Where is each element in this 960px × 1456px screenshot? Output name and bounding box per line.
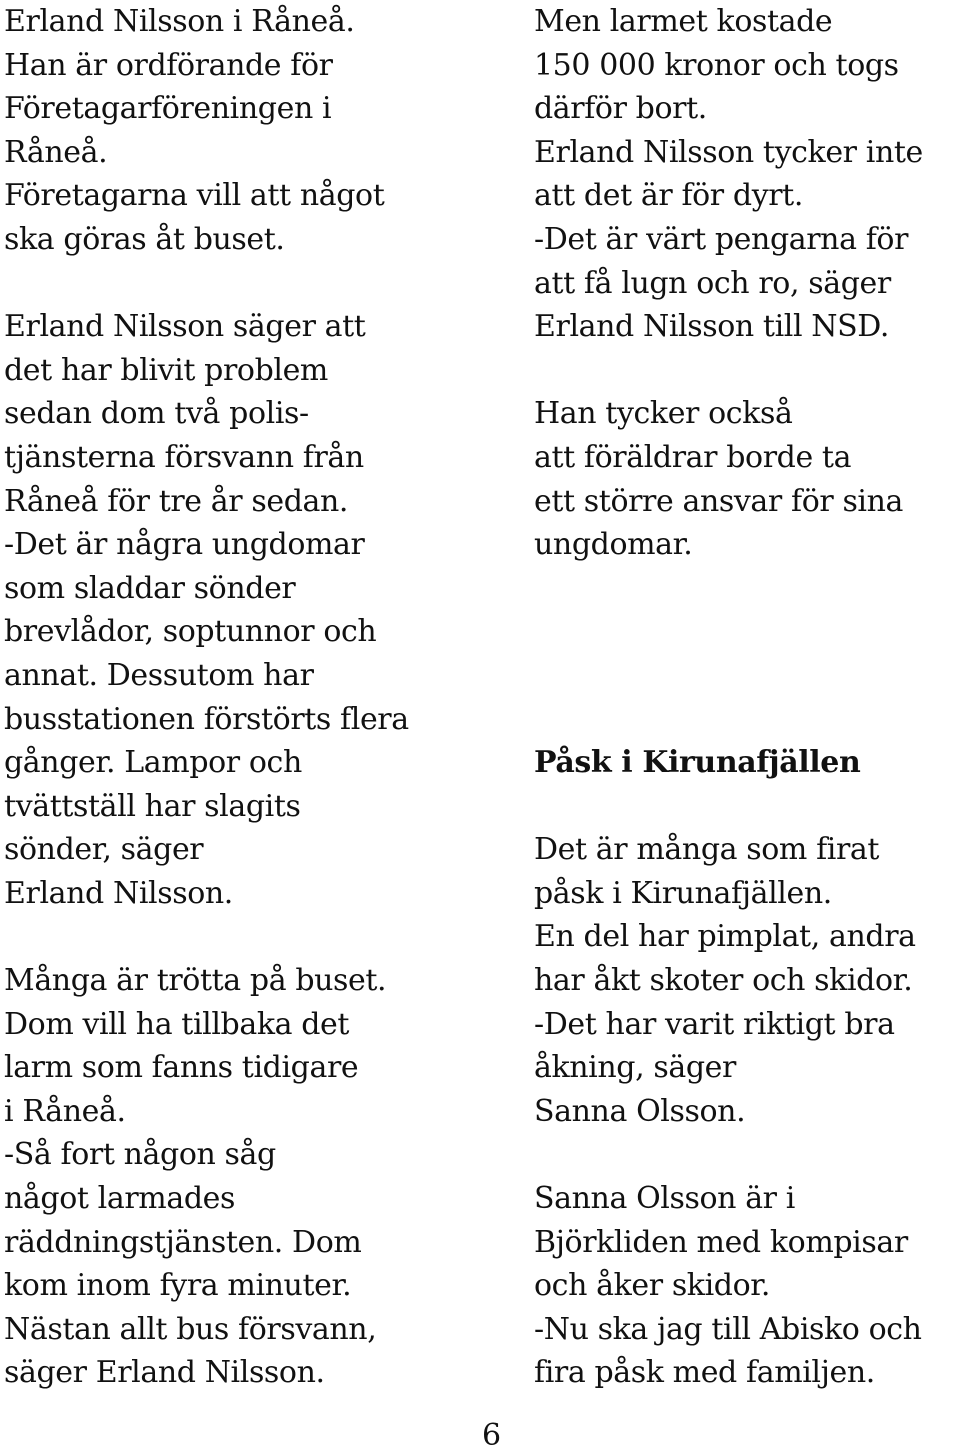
text-line: sönder, säger [4,832,204,868]
text-line: Men larmet kostade [534,4,833,39]
text-line: -Så fort någon såg [4,1137,276,1173]
paragraph-gap [534,349,958,393]
text-line: annat. Dessutom har [4,657,314,693]
text-line: har åkt skoter och skidor. [534,963,913,999]
text-line: Erland Nilsson säger att [4,309,366,345]
text-line: larm som fanns tidigare [4,1050,359,1086]
text-line: Det är många som firat [534,832,880,868]
text-line: ungdomar. [534,527,693,563]
paragraph [4,0,454,262]
text-line: busstationen förstörts flera [4,701,409,737]
paragraph [534,392,958,566]
text-line: Dom vill ha tillbaka det [4,1006,350,1042]
text-line: En del har pimplat, andra [534,919,916,955]
text-line: sedan dom två polis- [4,396,309,432]
text-line: 150 000 kronor och togs [534,47,899,83]
text-line: -Nu ska jag till Abisko och [534,1311,922,1347]
text-line: Han är ordförande för [4,47,333,83]
text-line: -Det har varit riktigt bra [534,1006,895,1042]
paragraph [4,305,454,915]
text-line: Erland Nilsson tycker inte [534,134,923,170]
paragraph-gap [534,785,958,829]
text-line: Företagarföreningen i [4,91,332,127]
text-line: Erland Nilsson till NSD. [534,309,890,345]
text-line: något larmades [4,1181,235,1217]
paragraph-gap [534,698,958,742]
paragraph-gap [4,915,454,959]
text-line: att få lugn och ro, säger [534,265,891,301]
text-line: Sanna Olsson är i [534,1181,795,1217]
text-line: Björkliden med kompisar [534,1224,908,1260]
text-line: -Det är värt pengarna för [534,221,909,257]
paragraph-gap [4,262,454,306]
page-number: 6 [482,1418,502,1453]
paragraph-gap [534,1133,958,1177]
right-column [534,0,958,1395]
text-line: påsk i Kirunafjällen. [534,875,832,911]
text-line: Erland Nilsson i Råneå. [4,4,355,39]
paragraph [534,1177,958,1395]
text-line: Nästan allt bus försvann, [4,1311,377,1347]
text-line: Erland Nilsson. [4,875,233,911]
text-line: ska göras åt buset. [4,221,285,257]
text-line: det har blivit problem [4,352,328,388]
text-line: Många är trötta på buset. [4,963,387,999]
text-line: i Råneå. [4,1093,126,1129]
text-line: Han tycker också [534,396,793,432]
text-line: att det är för dyrt. [534,178,803,214]
text-line: åkning, säger [534,1050,736,1086]
paragraph [534,828,958,1133]
text-line: Företagarna vill att något [4,178,385,214]
section-heading: Påsk i Kirunafjällen [534,745,861,781]
text-line: Råneå. [4,134,108,170]
text-line: säger Erland Nilsson. [4,1355,325,1391]
text-line: brevlådor, soptunnor och [4,614,377,650]
text-line: kom inom fyra minuter. [4,1268,352,1304]
paragraph-gap [534,567,958,611]
text-line: fira påsk med familjen. [534,1355,875,1391]
paragraph-gap [534,654,958,698]
paragraph [4,959,454,1395]
text-line: ett större ansvar för sina [534,483,904,519]
text-line: som sladdar sönder [4,570,296,606]
text-line: Råneå för tre år sedan. [4,483,349,519]
text-line: Sanna Olsson. [534,1093,746,1129]
text-line: gånger. Lampor och [4,745,302,781]
text-line: tjänsterna försvann från [4,439,364,475]
text-line: att föräldrar borde ta [534,439,852,475]
text-line: räddningstjänsten. Dom [4,1224,362,1260]
text-line: tvättställ har slagits [4,788,301,824]
text-line: därför bort. [534,91,707,127]
paragraph-gap [534,610,958,654]
left-column [4,0,454,1395]
paragraph [534,0,958,349]
text-line: och åker skidor. [534,1268,771,1304]
text-line: -Det är några ungdomar [4,527,365,563]
